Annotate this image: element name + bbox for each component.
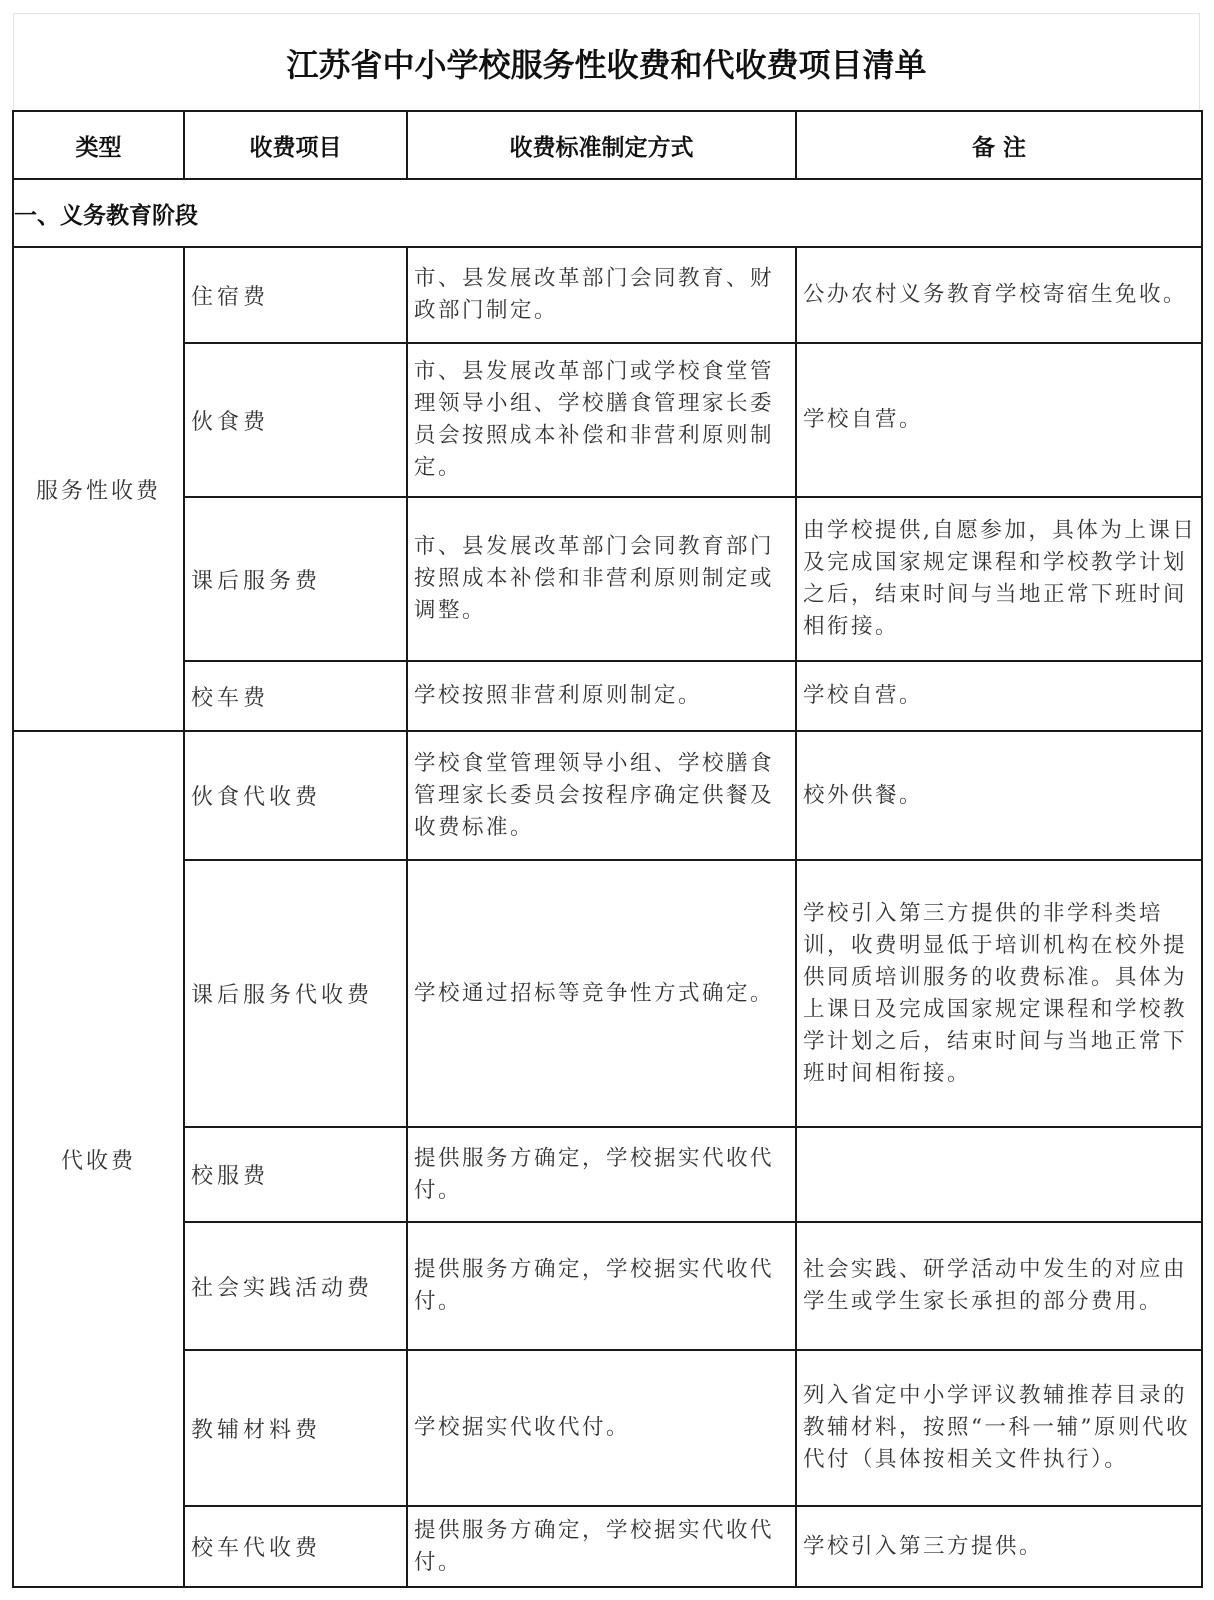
header-method: 收费标准制定方式: [407, 111, 796, 179]
header-row: [13, 111, 1202, 179]
method-cell: 学校按照非营利原则制定。: [407, 661, 796, 731]
header-item: 收费项目: [184, 111, 407, 179]
table-row: [13, 661, 1202, 731]
header-note: 备 注: [796, 111, 1202, 179]
method-cell: 提供服务方确定，学校据实代收代付。: [407, 1222, 796, 1350]
item-cell: 校车代收费: [184, 1506, 407, 1587]
note-cell: 校外供餐。: [796, 731, 1202, 860]
item-cell: 校车费: [184, 661, 407, 731]
item-cell: 住宿费: [184, 247, 407, 343]
table-row: [13, 1127, 1202, 1222]
document-title: 江苏省中小学校服务性收费和代收费项目清单: [286, 45, 927, 84]
table-row: [13, 247, 1202, 343]
note-cell: 列入省定中小学评议教辅推荐目录的教辅材料，按照“一科一辅”原则代收代付（具体按相关文件执行）。: [796, 1350, 1202, 1506]
method-cell: 学校食堂管理领导小组、学校膳食管理家长委员会按程序确定供餐及收费标准。: [407, 731, 796, 860]
note-cell: 由学校提供,自愿参加，具体为上课日及完成国家规定课程和学校教学计划之后，结束时间与当地正常下班时间相衔接。: [796, 497, 1202, 661]
note-cell: 社会实践、研学活动中发生的对应由学生或学生家长承担的部分费用。: [796, 1222, 1202, 1350]
header-type: 类型: [13, 111, 184, 179]
section-row: [13, 179, 1202, 247]
item-cell: 校服费: [184, 1127, 407, 1222]
fee-table: [12, 110, 1203, 1588]
item-cell: 伙食费: [184, 343, 407, 497]
table-row: [13, 343, 1202, 497]
title-frame: [13, 13, 1200, 111]
item-cell: 课后服务费: [184, 497, 407, 661]
item-cell: 伙食代收费: [184, 731, 407, 860]
category-cell: 服务性收费: [13, 247, 184, 731]
method-cell: 提供服务方确定，学校据实代收代付。: [407, 1127, 796, 1222]
method-cell: 提供服务方确定，学校据实代收代付。: [407, 1506, 796, 1587]
table-row: [13, 731, 1202, 860]
category-cell: 代收费: [13, 731, 184, 1587]
method-cell: 市、县发展改革部门会同教育部门按照成本补偿和非营利原则制定或调整。: [407, 497, 796, 661]
note-cell: 学校自营。: [796, 343, 1202, 497]
table-row: [13, 1222, 1202, 1350]
method-cell: 学校通过招标等竞争性方式确定。: [407, 860, 796, 1127]
note-cell: 学校引入第三方提供的非学科类培训，收费明显低于培训机构在校外提供同质培训服务的收费标准。具体为上课日及完成国家规定课程和学校教学计划之后，结束时间与当地正常下班时间相衔接。: [796, 860, 1202, 1127]
note-cell: 公办农村义务教育学校寄宿生免收。: [796, 247, 1202, 343]
note-cell: 学校自营。: [796, 661, 1202, 731]
method-cell: 市、县发展改革部门会同教育、财政部门制定。: [407, 247, 796, 343]
table-row: [13, 1506, 1202, 1587]
note-cell: [796, 1127, 1202, 1222]
item-cell: 课后服务代收费: [184, 860, 407, 1127]
note-cell: 学校引入第三方提供。: [796, 1506, 1202, 1587]
table-row: [13, 497, 1202, 661]
section-title: 一、义务教育阶段: [13, 179, 1202, 247]
table-row: [13, 860, 1202, 1127]
item-cell: 教辅材料费: [184, 1350, 407, 1506]
table-row: [13, 1350, 1202, 1506]
item-cell: 社会实践活动费: [184, 1222, 407, 1350]
method-cell: 学校据实代收代付。: [407, 1350, 796, 1506]
method-cell: 市、县发展改革部门或学校食堂管理领导小组、学校膳食管理家长委员会按照成本补偿和非营利原则制定。: [407, 343, 796, 497]
